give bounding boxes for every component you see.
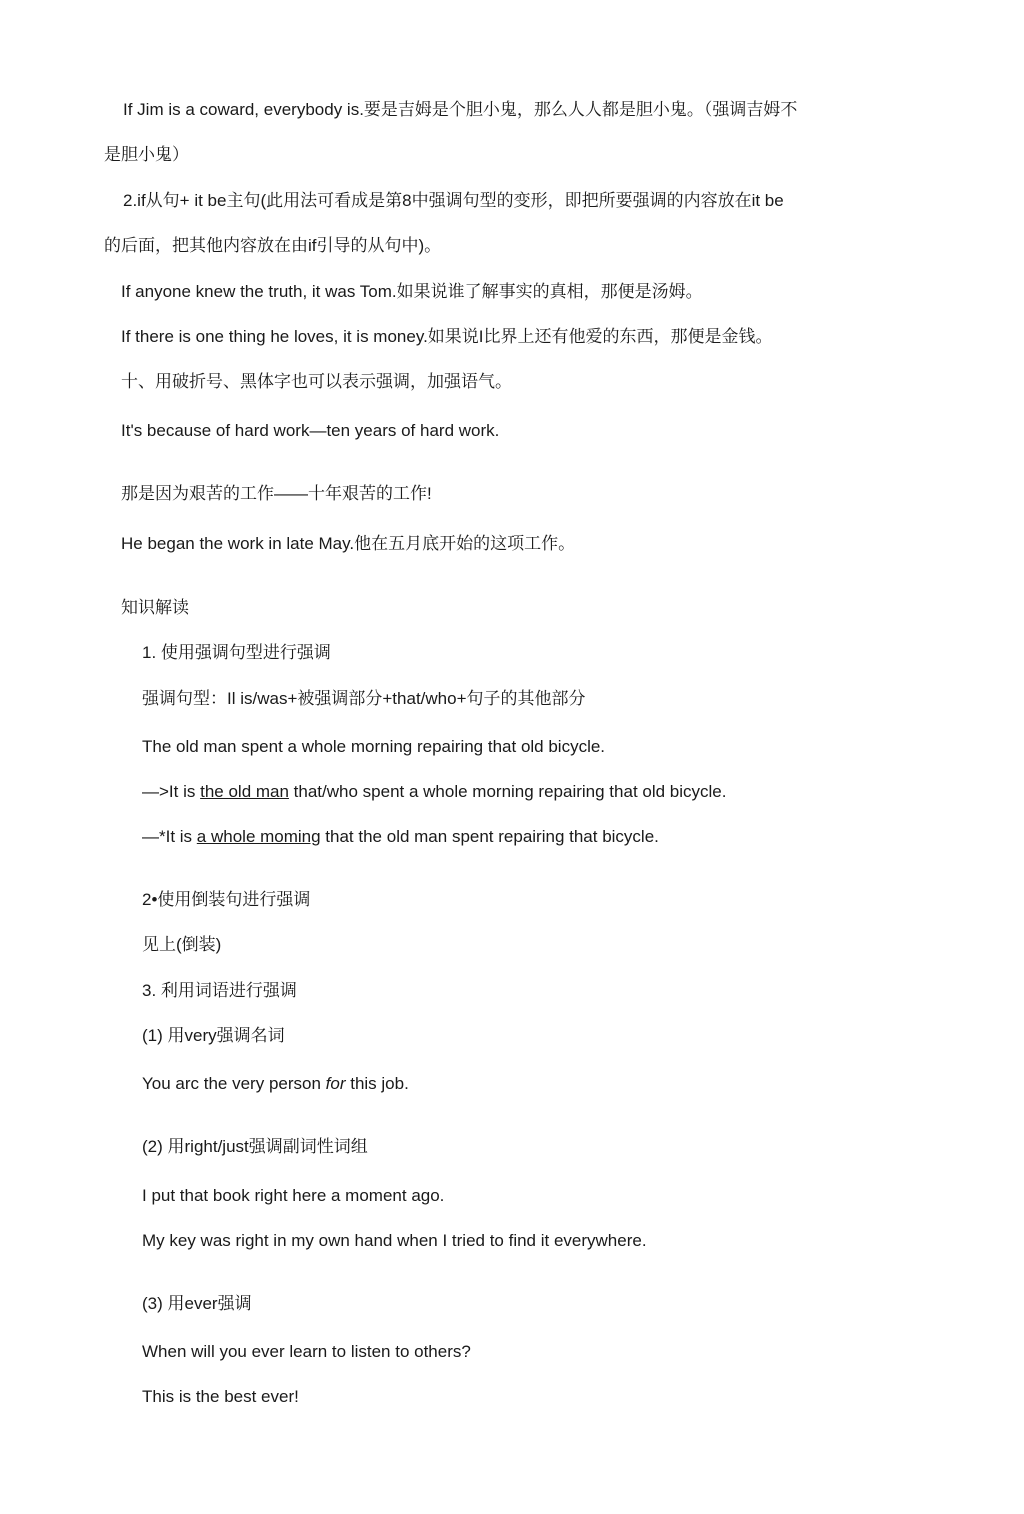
section-title: 知识解读 [121, 598, 189, 617]
example-very-person [142, 1073, 409, 1095]
list-item-2: 2•使用倒装句进行强调 [142, 890, 311, 909]
list-item-3: 3. 利用词语进行强调 [142, 981, 297, 1000]
list-item-2-note: 见上(倒装) [142, 935, 222, 954]
italic-emphasis: for [325, 1074, 346, 1093]
example-thing-he-loves: If there is one thing he loves, it is money.如果说I比界上还有他爱的东西，那便是金钱。 [121, 327, 773, 346]
heading-dash-bold: 十、用破折号、黑体字也可以表示强调，加强语气。 [121, 372, 512, 391]
example-text: that the old man spent repairing that bicycle. [320, 827, 659, 846]
example-text: —>It is [142, 782, 201, 801]
example-right-here: I put that book right here a moment ago. [142, 1186, 445, 1205]
paragraph-jim-coward: If Jim is a coward, everybody is.要是吉姆是个胆小鬼，那么人人都是胆小鬼。（强调吉姆不 [123, 100, 798, 119]
example-hard-work-translation: 那是因为艰苦的工作——十年艰苦的工作! [121, 484, 432, 503]
example-text: this job. [345, 1074, 409, 1093]
paragraph-if-clause-pattern-cont: 的后面，把其他内容放在由if引导的从句中)。 [104, 236, 442, 255]
example-old-man-variant-a [142, 781, 726, 803]
example-text: You arc the very person [142, 1074, 326, 1093]
example-text: —*It is [142, 827, 197, 846]
example-old-man: The old man spent a whole morning repairing that old bicycle. [142, 737, 606, 756]
example-late-may: He began the work in late May.他在五月底开始的这项工作。 [121, 534, 576, 553]
example-ever-learn: When will you ever learn to listen to others? [142, 1342, 471, 1361]
example-text: that/who spent a whole morning repairing that old bicycle. [288, 782, 727, 801]
underlined-emphasis: the old man [200, 782, 289, 801]
example-own-hand: My key was right in my own hand when I tried to find it everywhere. [142, 1231, 647, 1250]
paragraph-if-clause-pattern: 2.if从句+ it be主句(此用法可看成是第8中强调句型的变形，即把所要强调的内容放在it be [123, 191, 784, 210]
example-old-man-variant-b [142, 826, 659, 848]
underlined-emphasis: a whole moming [196, 827, 321, 846]
example-anyone-truth: If anyone knew the truth, it was Tom.如果说谁了解事实的真相，那便是汤姆。 [121, 282, 703, 301]
paragraph-jim-coward-cont: 是胆小鬼） [104, 145, 189, 164]
list-item-1: 1. 使用强调句型进行强调 [142, 643, 331, 662]
sub-item-2: (2) 用right/just强调副词性词组 [142, 1137, 368, 1156]
sub-item-3: (3) 用ever强调 [142, 1294, 252, 1313]
example-hard-work: It's because of hard work—ten years of hard work. [121, 421, 500, 440]
sub-item-1: (1) 用very强调名词 [142, 1026, 285, 1045]
example-best-ever: This is the best ever! [142, 1387, 299, 1406]
emphasis-pattern-formula: 强调句型：Il is/was+被强调部分+that/who+句子的其他部分 [142, 689, 586, 708]
